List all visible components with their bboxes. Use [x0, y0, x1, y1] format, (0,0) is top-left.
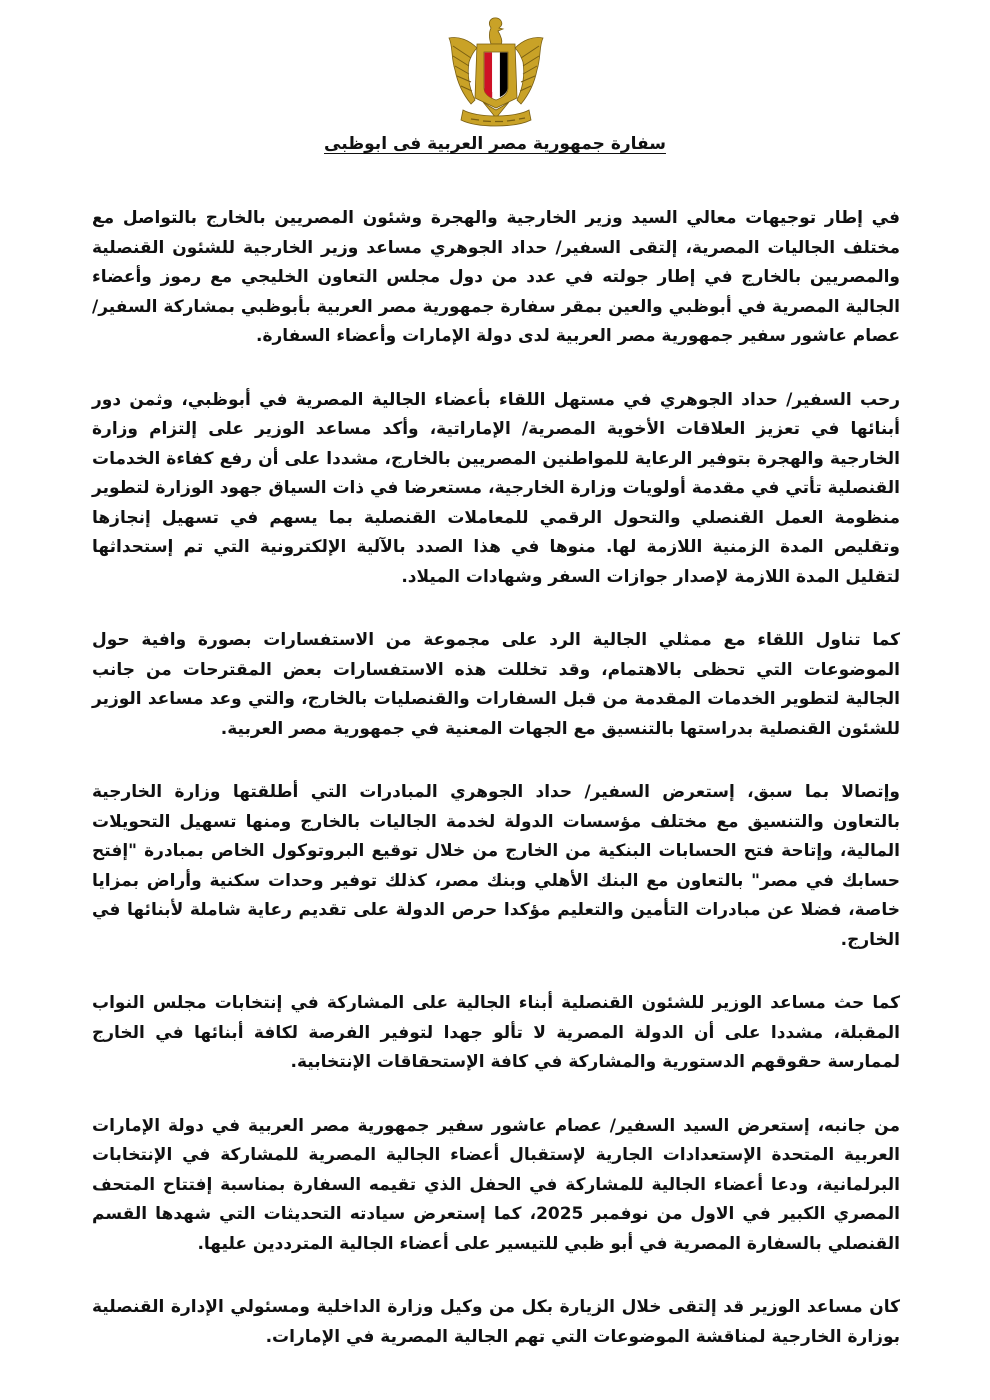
- egypt-eagle-emblem-icon: [441, 14, 551, 132]
- paragraph-3: كما تناول اللقاء مع ممثلي الجالية الرد على مجموعة من الاستفسارات بصورة وافية حول الموضوعات التي تحظى بالاهتمام، وقد تخللت هذه الاستفسارات بعض المقترحات من جانب الجالية لتطوير الخدمات المقدمة من قبل السفارات والقنصليات بالخارج، والتي وعد مساعد الوزير للشئون القنصلية بدراستها بالتنسيق مع الجهات المعنية في جمهورية مصر العربية.: [92, 630, 900, 739]
- paragraph-7: كان مساعد الوزير قد إلتقى خلال الزيارة بكل من وكيل وزارة الداخلية ومسئولي الإدارة القنصلية بوزارة الخارجية لمناقشة الموضوعات التي تهم الجالية المصرية في الإمارات.: [92, 1297, 900, 1347]
- flag-stripe-black: [500, 53, 508, 98]
- document-body: [92, 204, 900, 1386]
- flag-stripe-red: [485, 53, 493, 93]
- paragraph-6: من جانبه، إستعرض السيد السفير/ عصام عاشور سفير جمهورية مصر العربية في دولة الإمارات العربية المتحدة الإستعدادات الجارية لإستقبال أعضاء الجالية المصرية للمشاركة في الإنتخابات البرلمانية، ودعا أعضاء الجالية للمشاركة في الحفل الذي تقيمه السفارة بمناسبة إفتتاح المتحف المصري الكبير في الاول من نوفمبر 2025، كما إستعرض سيادته التحديثات التي شهدها القسم القنصلي بالسفارة المصرية في أبو ظبي للتيسير على أعضاء الجالية المترددين عليها.: [92, 1115, 900, 1254]
- paragraph-1: في إطار توجيهات معالي السيد وزير الخارجية والهجرة وشئون المصريين بالخارج بالتواصل مع مختلف الجاليات المصرية، إلتقى السفير/ حداد الجوهري مساعد وزير الخارجية للشئون القنصلية والمصريين بالخارج في إطار جولته في عدد من دول مجلس التعاون الخليجي مع رموز وأعضاء الجالية المصرية في أبوظبي والعين بمقر سفارة جمهورية مصر العربية بأبوظبي بمشاركة السفير/ عصام عاشور سفير جمهورية مصر العربية لدى دولة الإمارات وأعضاء السفارة.: [92, 208, 900, 346]
- eagle-head: [489, 18, 503, 44]
- paragraph-4: وإتصالا بما سبق، إستعرض السفير/ حداد الجوهري المبادرات التي أطلقتها وزارة الخارجية بالتعاون والتنسيق مع مختلف مؤسسات الدولة لخدمة الجاليات بالخارج ومنها تسهيل التحويلات المالية، وإتاحة فتح الحسابات البنكية من الخارج من خلال توقيع البروتوكول الخاص بمبادرة "إفتح حسابك في مصر" بالتعاون مع البنك الأهلي وبنك مصر، كذلك توفير وحدات سكنية وأراض بمزايا خاصة، فضلا عن مبادرات التأمين والتعليم مؤكدا حرص الدولة على تقديم رعاية شاملة لأبنائها في الخارج.: [92, 782, 900, 950]
- flag-stripe-white: [492, 53, 500, 97]
- embassy-title: سفارة جمهورية مصر العربية فى ابوظبى: [324, 134, 666, 154]
- paragraph-2: رحب السفير/ حداد الجوهري في مستهل اللقاء بأعضاء الجالية المصرية في أبوظبي، وثمن دور أبنائها في تعزيز العلاقات الأخوية المصرية/ الإماراتية، وأكد مساعد الوزير على إلتزام وزارة الخارجية والهجرة بتوفير الرعاية للمواطنين المصريين بالخارج، مشددا على أن رفع كفاءة الخدمات القنصلية تأتي في مقدمة أولويات وزارة الخارجية، مستعرضا في ذات السياق جهود الوزارة لتطوير منظومة العمل القنصلي والتحول الرقمي للمعاملات القنصلية بما يسهم في تسهيل إنجازها وتقليص المدة الزمنية اللازمة لها. منوها في هذا الصدد بالآلية الإلكترونية التي تم إستحداثها لتقليل المدة اللازمة لإصدار جوازات السفر وشهادات الميلاد.: [92, 389, 900, 587]
- paragraph-5: كما حث مساعد الوزير للشئون القنصلية أبناء الجالية على المشاركة في إنتخابات مجلس النواب المقبلة، مشددا على أن الدولة المصرية لا تألو جهدا لتوفير الفرصة لكافة أبنائها في الخارج لممارسة حقوقهم الدستورية والمشاركة في كافة الإستحقاقات الإنتخابية.: [92, 993, 900, 1072]
- emblem-graphic: [441, 14, 551, 132]
